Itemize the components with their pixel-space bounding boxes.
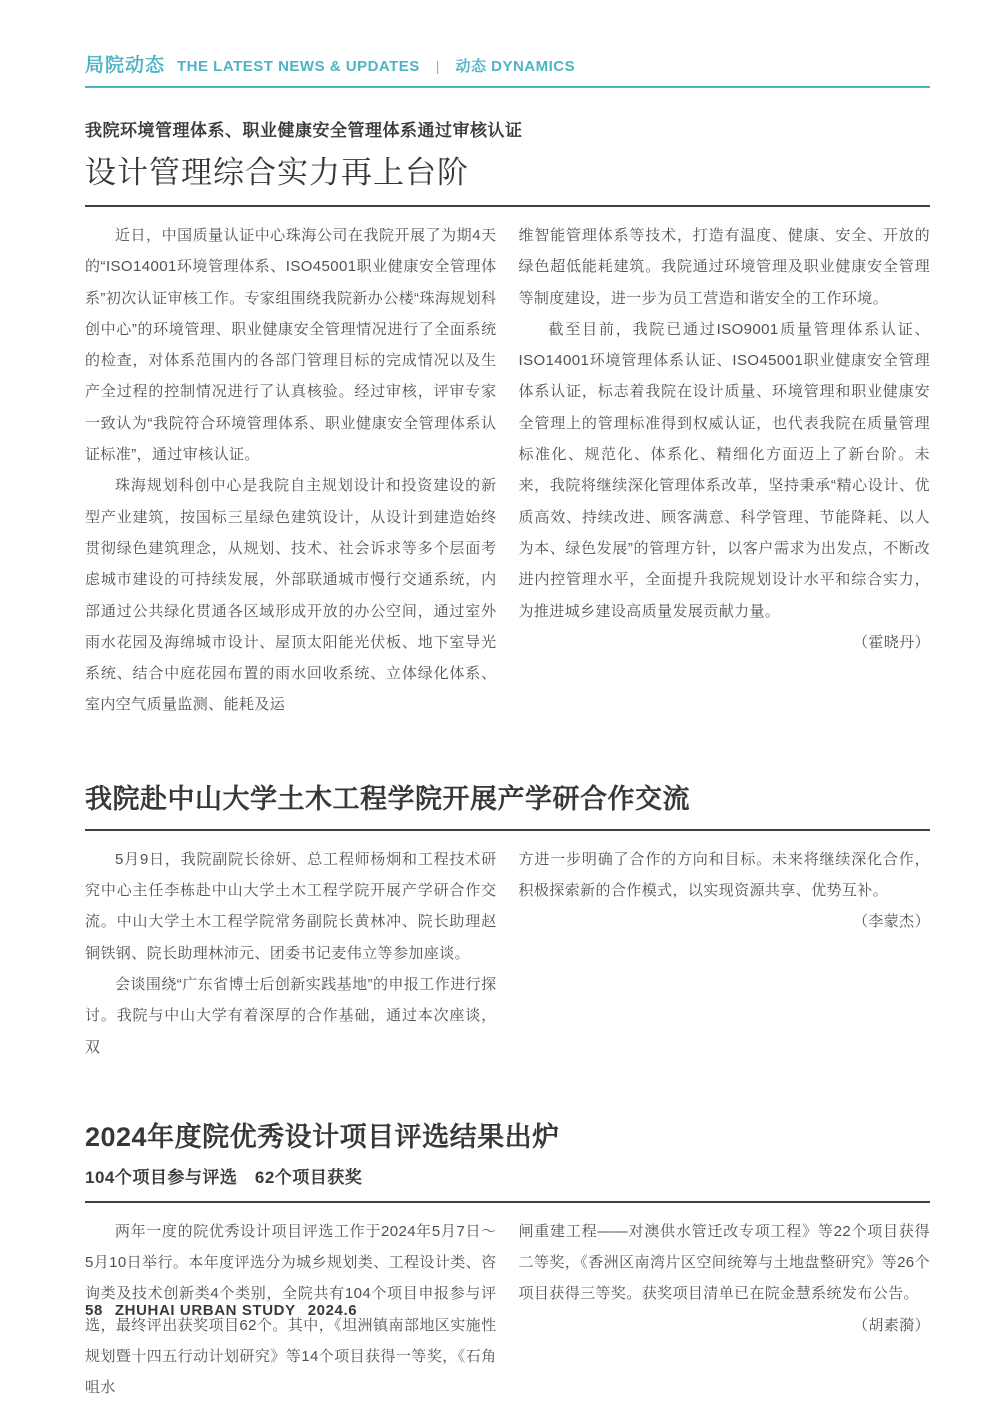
paragraph: 会谈围绕“广东省博士后创新实践基地”的申报工作进行探讨。我院与中山大学有着深厚的合作基础，通过本次座谈，双 [85, 975, 497, 1056]
article-cooperation [85, 777, 930, 1063]
byline: （李蒙杰） [852, 913, 930, 931]
byline: （霍晓丹） [852, 633, 930, 651]
section-title-separator: | [435, 58, 440, 74]
paragraph: 闸重建工程——对澳供水管迁改专项工程》等22个项目获得二等奖，《香洲区南湾片区空间统筹与土地盘整研究》等26个项目获得三等奖。获奖项目清单已在院金慧系统发布公告。 [518, 1222, 930, 1303]
section-tag: 动态 DYNAMICS [455, 58, 576, 75]
paragraph: 近日，中国质量认证中心珠海公司在我院开展了为期4天的“ISO14001环境管理体系、ISO45001职业健康安全管理体系”初次认证审核工作。专家组围绕我院新办公楼“珠海规划科创中心”的环境管理、职业健康安全管理情况进行了全面系统的检查，对体系范围内的各部门管理目标的完成情况以及生产全过程的控制情况进行了认真核验。经过审核，评审专家一致认为“我院符合环境管理体系、职业健康安全管理体系认证标准”，通过审核认证。 [85, 227, 497, 464]
article-column-left [85, 220, 497, 721]
paragraph: 截至目前，我院已通过ISO9001质量管理体系认证、ISO14001环境管理体系认证、ISO45001职业健康安全管理体系认证，标志着我院在设计质量、环境管理和职业健康安全管理上的管理标准得到权威认证，也代表我院在质量管理标准化、规范化、体系化、精细化方面迈上了新台阶。未来，我院将继续深化管理体系改革，坚持秉承“精心设计、优质高效、持续改进、顾客满意、科学管理、节能降耗、以人为本、绿色发展”的管理方针，以客户需求为出发点，不断改进内控管理水平，全面提升我院规划设计水平和综合实力，为推进城乡建设高质量发展贡献力量。 [518, 320, 930, 620]
paragraph: 两年一度的院优秀设计项目评选工作于2024年5月7日～5月10日举行。本年度评选分为城乡规划类、工程设计类、咨询类及技术创新类4个类别，全院共有104个项目申报参与评选，最终评出获奖项目62个。其中，《坦洲镇南部地区实施性规划暨十四五行动计划研究》等14个项目获得一等奖，《石角咀水 [85, 1222, 497, 1397]
byline: （胡素漪） [852, 1316, 930, 1334]
section-header-row [85, 50, 930, 77]
paragraph: 维智能管理体系等技术，打造有温度、健康、安全、开放的绿色超低能耗建筑。我院通过环境管理及职业健康安全管理等制度建设，进一步为员工营造和谐安全的工作环境。 [518, 227, 930, 307]
article-columns [85, 220, 930, 721]
header-rule [85, 86, 930, 88]
title-rule [85, 205, 930, 207]
article-kicker: 我院环境管理体系、职业健康安全管理体系通过审核认证 [85, 121, 523, 140]
title-rule [85, 1201, 930, 1203]
issue-number: 2024.6 [307, 1302, 358, 1319]
paragraph: 5月9日，我院副院长徐妍、总工程师杨炯和工程技术研究中心主任李栋赴中山大学土木工程学院开展产学研合作交流。中山大学土木工程学院常务副院长黄林冲、院长助理赵铜铁钢、院长助理林沛元、团委书记麦伟立等参加座谈。 [85, 850, 497, 962]
article-column-right [519, 844, 931, 1063]
article-column-right [519, 220, 931, 721]
article-columns [85, 844, 930, 1063]
article-subtitle: 104个项目参与评选 62个项目获奖 [85, 1167, 363, 1187]
article-column-right [519, 1216, 931, 1404]
title-rule [85, 829, 930, 831]
page-footer [85, 1302, 357, 1319]
page-number: 58 [85, 1302, 103, 1319]
section-title-en: THE LATEST NEWS & UPDATES [177, 58, 420, 75]
article-awards [85, 1115, 930, 1404]
journal-name: ZHUHAI URBAN STUDY [114, 1302, 296, 1319]
section-title-cn: 局院动态 [85, 55, 166, 76]
article-title: 我院赴中山大学土木工程学院开展产学研合作交流 [85, 783, 690, 814]
paragraph: 方进一步明确了合作的方向和目标。未来将继续深化合作，积极探索新的合作模式，以实现资源共享、优势互补。 [518, 850, 930, 900]
article-certification [85, 116, 930, 721]
paragraph: 珠海规划科创中心是我院自主规划设计和投资建设的新型产业建筑，按国标三星绿色建筑设计，从设计到建造始终贯彻绿色建筑理念，从规划、技术、社会诉求等多个层面考虑城市建设的可持续发展，外部联通城市慢行交通系统，内部通过公共绿化贯通各区域形成开放的办公空间，通过室外雨水花园及海绵城市设计、屋顶太阳能光伏板、地下室导光系统、结合中庭花园布置的雨水回收系统、立体绿化体系、室内空气质量监测、能耗及运 [85, 477, 497, 714]
section-header [85, 50, 930, 88]
article-title: 设计管理综合实力再上台阶 [85, 155, 469, 190]
article-title: 2024年度院优秀设计项目评选结果出炉 [85, 1121, 560, 1152]
article-column-left [85, 844, 497, 1063]
